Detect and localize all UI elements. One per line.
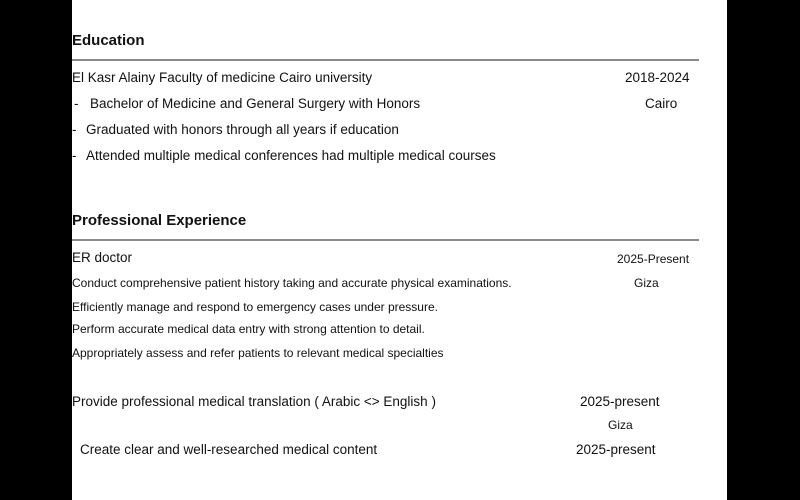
- job-3-dates: 2025-present: [576, 442, 656, 457]
- education-divider: [72, 59, 699, 61]
- bullet-text: Attended multiple medical conferences had multiple medical courses: [86, 148, 496, 163]
- job-1-detail: Conduct comprehensive patient history taking and accurate physical examinations.: [72, 276, 512, 290]
- bullet-marker: -: [72, 122, 77, 137]
- job-3-role: Create clear and well-researched medical content: [80, 442, 378, 457]
- education-bullet-3: [72, 148, 496, 163]
- education-institution: El Kasr Alainy Faculty of medicine Cairo university: [72, 70, 373, 85]
- experience-divider: [72, 239, 699, 241]
- job-1-detail: Perform accurate medical data entry with strong attention to detail.: [72, 322, 425, 336]
- education-location: Cairo: [645, 96, 678, 111]
- job-2-role: Provide professional medical translation ( Arabic <> English ): [72, 394, 436, 409]
- bullet-text: Graduated with honors through all years if education: [86, 122, 399, 137]
- education-bullet-1: [74, 96, 420, 111]
- bullet-text: Bachelor of Medicine and General Surgery with Honors: [90, 96, 421, 111]
- job-1-role: ER doctor: [72, 250, 133, 265]
- job-1-detail: Appropriately assess and refer patients to relevant medical specialties: [72, 346, 444, 360]
- resume-page: [72, 0, 727, 500]
- education-heading: Education: [72, 32, 145, 49]
- education-bullet-2: [72, 122, 399, 137]
- job-1-detail: Efficiently manage and respond to emergency cases under pressure.: [72, 300, 438, 314]
- experience-heading: Professional Experience: [72, 212, 247, 229]
- job-2-location: Giza: [608, 418, 633, 432]
- job-1-dates: 2025-Present: [617, 252, 690, 266]
- job-2-dates: 2025-present: [580, 394, 660, 409]
- bullet-marker: -: [72, 148, 77, 163]
- education-dates: 2018-2024: [625, 70, 690, 85]
- job-1-location: Giza: [634, 276, 659, 290]
- bullet-marker: -: [74, 96, 79, 111]
